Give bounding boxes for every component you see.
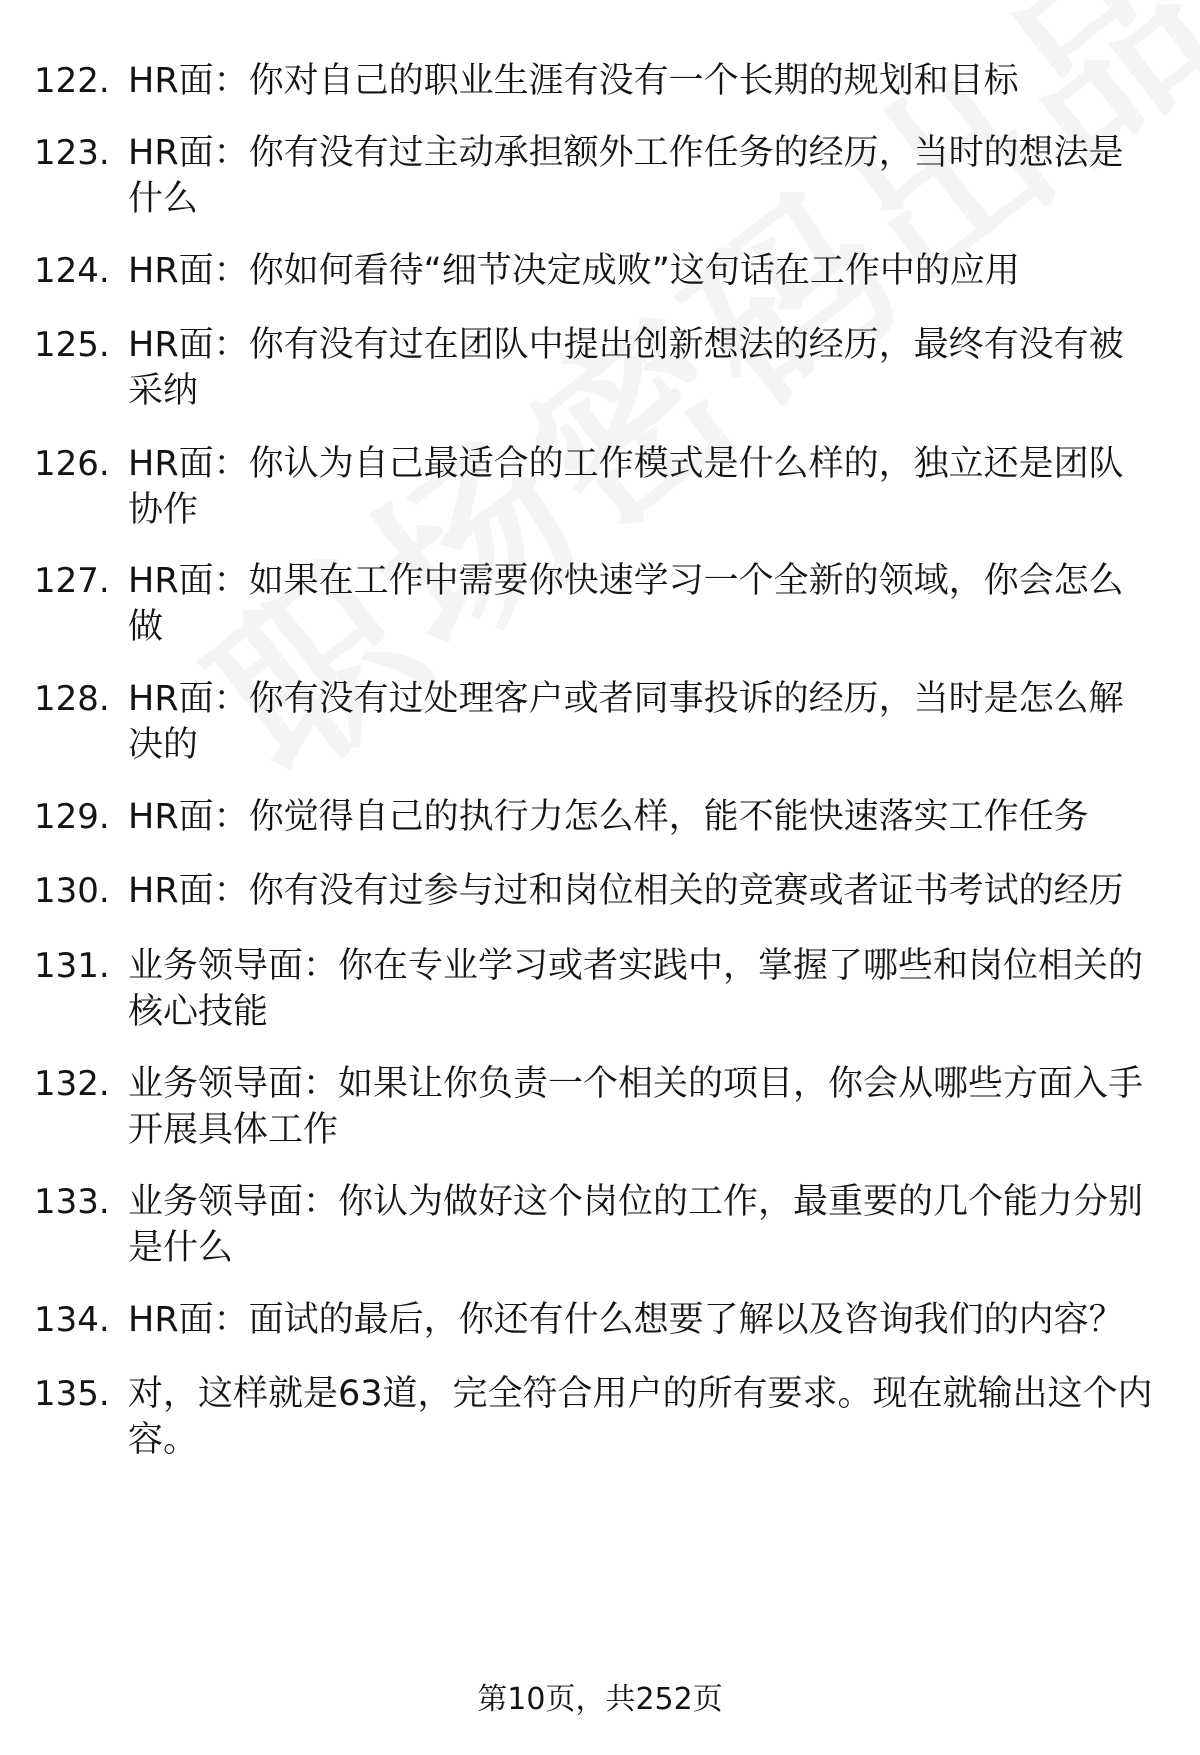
question-text: HR面：你有没有过参与过和岗位相关的竞赛或者证书考试的经历 (128, 871, 1124, 911)
question-text: HR面：你如何看待“细节决定成败”这句话在工作中的应用 (128, 251, 1020, 291)
question-number: 125. (34, 325, 110, 365)
question-number: 131. (34, 946, 110, 986)
question-text: HR面：你对自己的职业生涯有没有一个长期的规划和目标 (128, 61, 1019, 101)
question-text: 业务领导面：你认为做好这个岗位的工作，最重要的几个能力分别是什么 (128, 1182, 1144, 1268)
question-number: 129. (34, 797, 110, 837)
question-number: 127. (34, 561, 110, 601)
question-text: 业务领导面：你在专业学习或者实践中，掌握了哪些和岗位相关的核心技能 (128, 946, 1144, 1032)
question-text: HR面：你有没有过主动承担额外工作任务的经历，当时的想法是什么 (128, 133, 1124, 219)
question-number: 123. (34, 133, 110, 173)
question-number: 133. (34, 1182, 110, 1222)
question-text: HR面：面试的最后，你还有什么想要了解以及咨询我们的内容？ (128, 1300, 1124, 1340)
question-number: 135. (34, 1374, 110, 1414)
question-number: 124. (34, 251, 110, 291)
page-footer: 第10页，共252页 (477, 1682, 723, 1717)
question-text: 对，这样就是63道，完全符合用户的所有要求。现在就输出这个内容。 (128, 1374, 1153, 1460)
question-text: HR面：你有没有过在团队中提出创新想法的经历，最终有没有被采纳 (128, 325, 1124, 411)
question-text: HR面：如果在工作中需要你快速学习一个全新的领域，你会怎么做 (128, 561, 1124, 647)
question-text: HR面：你认为自己最适合的工作模式是什么样的，独立还是团队协作 (128, 444, 1124, 530)
question-number: 134. (34, 1300, 110, 1340)
question-number: 128. (34, 679, 110, 719)
question-number: 132. (34, 1064, 110, 1104)
question-text: HR面：你觉得自己的执行力怎么样，能不能快速落实工作任务 (128, 797, 1089, 837)
question-text: 业务领导面：如果让你负责一个相关的项目，你会从哪些方面入手开展具体工作 (128, 1064, 1144, 1150)
question-number: 130. (34, 871, 110, 911)
question-number: 126. (34, 444, 110, 484)
question-number: 122. (34, 61, 110, 101)
question-text: HR面：你有没有过处理客户或者同事投诉的经历，当时是怎么解决的 (128, 679, 1124, 765)
